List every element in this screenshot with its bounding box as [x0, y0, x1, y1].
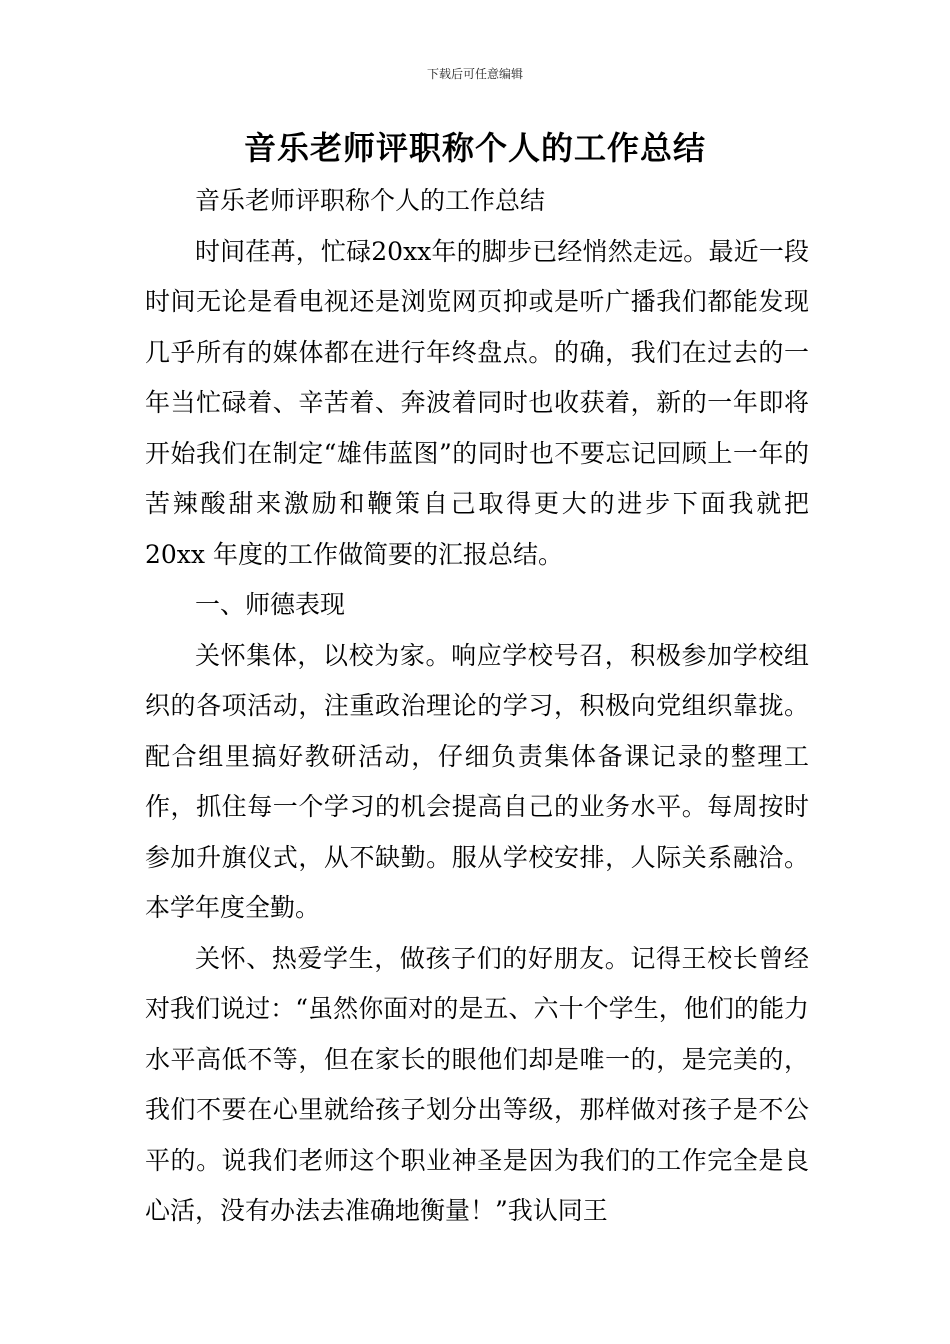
paragraph-students: 关怀、热爱学生，做孩子们的好朋友。记得王校长曾经对我们说过：“虽然你面对的是五、六十个学生，他们的能力水平高低不等，但在家长的眼他们却是唯一的，是完美的，我们不要在心里就给孩子划分出等级，那样做对孩子是不公平的。说我们老师这个职业神圣是因为我们的工作完全是良心活，没有办法去准确地衡量！”我认同王	[145, 943, 809, 1225]
document-subtitle: 音乐老师评职称个人的工作总结	[195, 186, 546, 215]
section-heading-ethics: 一、师德表现	[195, 590, 346, 619]
document-title: 音乐老师评职称个人的工作总结	[243, 129, 706, 167]
document-body	[145, 176, 809, 1237]
header-note: 下载后可任意编辑	[426, 67, 523, 81]
paragraph-intro: 时间荏苒，忙碌20xx年的脚步已经悄然走远。最近一段时间无论是看电视还是浏览网页抑或是听广播我们都能发现几乎所有的媒体都在进行年终盘点。的确，我们在过去的一年当忙碌着、辛苦着、奔波着同时也收获着，新的一年即将开始我们在制定“雄伟蓝图”的同时也不要忘记回顾上一年的苦辣酸甜来激励和鞭策自己取得更大的进步下面我就把 20xx 年度的工作做简要的汇报总结。	[145, 236, 809, 569]
paragraph-collective: 关怀集体，以校为家。响应学校号召，积极参加学校组织的各项活动，注重政治理论的学习，积极向党组织靠拢。配合组里搞好教研活动，仔细负责集体备课记录的整理工作，抓住每一个学习的机会提高自己的业务水平。每周按时参加升旗仪式，从不缺勤。服从学校安排，人际关系融洽。本学年度全勤。	[145, 640, 809, 922]
